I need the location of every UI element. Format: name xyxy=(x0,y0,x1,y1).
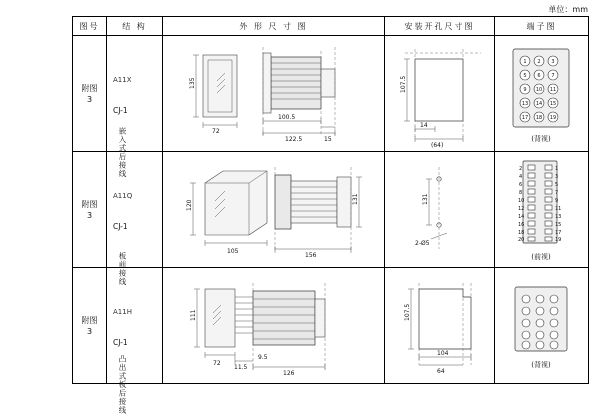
svg-text:10: 10 xyxy=(518,197,525,204)
fig-no-num-3: 3 xyxy=(86,326,93,336)
svg-text:1: 1 xyxy=(523,58,527,65)
mounting-drawing-cell-2 xyxy=(385,152,495,268)
svg-text:16: 16 xyxy=(518,221,525,228)
svg-text:7: 7 xyxy=(555,189,559,196)
structure-cell-3 xyxy=(107,268,163,415)
outline-drawing-cell-2 xyxy=(163,152,385,268)
fig-no-cell-3 xyxy=(73,268,107,384)
fig-no-label-1: 附图 xyxy=(81,83,98,93)
svg-text:9: 9 xyxy=(555,197,559,204)
header-fig-no: 图号 xyxy=(73,17,107,36)
terminal-view-label-3: (背视) xyxy=(531,360,551,369)
svg-text:19: 19 xyxy=(549,114,557,121)
model-label-3: CJ-1 xyxy=(113,337,128,347)
svg-text:7: 7 xyxy=(551,72,555,79)
svg-text:156: 156 xyxy=(305,251,317,259)
svg-text:13: 13 xyxy=(521,100,529,107)
svg-text:120: 120 xyxy=(186,199,193,211)
svg-text:10: 10 xyxy=(535,86,543,93)
mounting-drawing-cell-1 xyxy=(385,36,495,152)
unit-note: 单位：mm xyxy=(548,5,588,14)
outline-drawing-3 xyxy=(163,269,383,383)
svg-text:2-Ø5: 2-Ø5 xyxy=(415,239,430,247)
svg-text:1: 1 xyxy=(555,165,559,172)
structure-code-2: A11Q xyxy=(113,191,133,200)
table-header-row xyxy=(73,17,589,36)
svg-text:14: 14 xyxy=(535,100,543,107)
svg-text:2: 2 xyxy=(519,165,523,172)
outline-drawing-cell-3 xyxy=(163,268,385,384)
terminal-drawing-3 xyxy=(495,269,587,383)
svg-text:14: 14 xyxy=(420,121,428,129)
svg-text:107.5: 107.5 xyxy=(400,75,407,93)
svg-text:111: 111 xyxy=(190,309,197,321)
svg-text:14: 14 xyxy=(518,213,525,220)
svg-text:12: 12 xyxy=(518,205,525,212)
svg-text:17: 17 xyxy=(521,114,529,121)
svg-text:122.5: 122.5 xyxy=(285,135,303,143)
specification-table xyxy=(72,16,589,415)
header-outline: 外 形 尺 寸 图 xyxy=(163,17,385,36)
structure-code-3: A11H xyxy=(113,307,132,316)
terminal-drawing-cell-2 xyxy=(495,152,589,268)
structure-code-1: A11X xyxy=(113,75,132,84)
svg-text:135: 135 xyxy=(189,77,196,89)
terminal-drawing-cell-1 xyxy=(495,36,589,152)
fig-no-cell-2 xyxy=(73,152,107,268)
svg-text:72: 72 xyxy=(212,127,220,135)
svg-text:(64): (64) xyxy=(431,141,444,149)
svg-text:20: 20 xyxy=(518,236,525,243)
svg-text:11: 11 xyxy=(549,86,557,93)
svg-text:5: 5 xyxy=(523,72,527,79)
svg-text:15: 15 xyxy=(324,135,332,143)
header-terminal: 端子图 xyxy=(495,17,589,36)
terminal-drawing-1 xyxy=(495,37,587,151)
svg-text:104: 104 xyxy=(437,349,449,357)
svg-text:2: 2 xyxy=(537,58,541,65)
svg-text:18: 18 xyxy=(518,229,525,236)
svg-text:18: 18 xyxy=(535,114,543,121)
model-label-2: CJ-1 xyxy=(113,221,128,231)
terminal-drawing-cell-3 xyxy=(495,268,589,384)
table-row xyxy=(73,36,589,152)
fig-no-label-3: 附图 xyxy=(81,315,98,325)
svg-text:72: 72 xyxy=(213,359,221,367)
svg-text:9: 9 xyxy=(523,86,527,93)
mounting-drawing-2 xyxy=(385,153,493,267)
header-mounting: 安装开孔尺寸图 xyxy=(385,17,495,36)
table-row xyxy=(73,268,589,384)
mounting-drawing-cell-3 xyxy=(385,268,495,384)
svg-text:15: 15 xyxy=(555,221,562,228)
svg-text:11.5: 11.5 xyxy=(234,363,248,371)
svg-text:105: 105 xyxy=(227,247,239,255)
outline-drawing-cell-1 xyxy=(163,36,385,152)
svg-text:11: 11 xyxy=(555,205,562,212)
terminal-view-label-1: (背视) xyxy=(531,134,551,143)
svg-text:131: 131 xyxy=(422,193,429,205)
fig-no-num-2: 3 xyxy=(86,210,93,220)
svg-text:5: 5 xyxy=(555,181,559,188)
terminal-drawing-2 xyxy=(495,153,587,267)
svg-text:107.5: 107.5 xyxy=(404,303,411,321)
model-label-1: CJ-1 xyxy=(113,105,128,115)
svg-text:9.5: 9.5 xyxy=(258,353,268,361)
svg-text:15: 15 xyxy=(549,100,557,107)
terminal-view-label-2: (前视) xyxy=(531,252,551,261)
svg-text:64: 64 xyxy=(437,367,445,375)
header-structure: 结 构 xyxy=(107,17,163,36)
svg-text:100.5: 100.5 xyxy=(278,113,296,121)
svg-text:131: 131 xyxy=(352,193,359,205)
fig-no-label-2: 附图 xyxy=(81,199,98,209)
mounting-drawing-1 xyxy=(385,37,493,151)
svg-text:4: 4 xyxy=(519,173,523,180)
structure-text-1: 嵌入式后接线 xyxy=(118,127,127,178)
svg-text:126: 126 xyxy=(283,369,295,377)
svg-text:3: 3 xyxy=(555,173,559,180)
structure-text-3: 凸出式板后接线 xyxy=(118,354,127,415)
mounting-drawing-3 xyxy=(385,269,493,383)
svg-text:19: 19 xyxy=(555,236,562,243)
svg-text:3: 3 xyxy=(551,58,555,65)
svg-text:8: 8 xyxy=(519,189,523,196)
fig-no-num-1: 3 xyxy=(86,94,93,104)
svg-text:6: 6 xyxy=(537,72,541,79)
structure-cell-2 xyxy=(107,152,163,286)
outline-drawing-2 xyxy=(163,153,383,267)
svg-text:13: 13 xyxy=(555,213,562,220)
svg-text:17: 17 xyxy=(555,229,562,236)
fig-no-cell-1 xyxy=(73,36,107,152)
structure-text-2: 板前接线 xyxy=(118,251,127,286)
svg-text:6: 6 xyxy=(519,181,523,188)
outline-drawing-1 xyxy=(163,37,383,151)
table-row xyxy=(73,152,589,268)
structure-cell-1 xyxy=(107,36,163,178)
